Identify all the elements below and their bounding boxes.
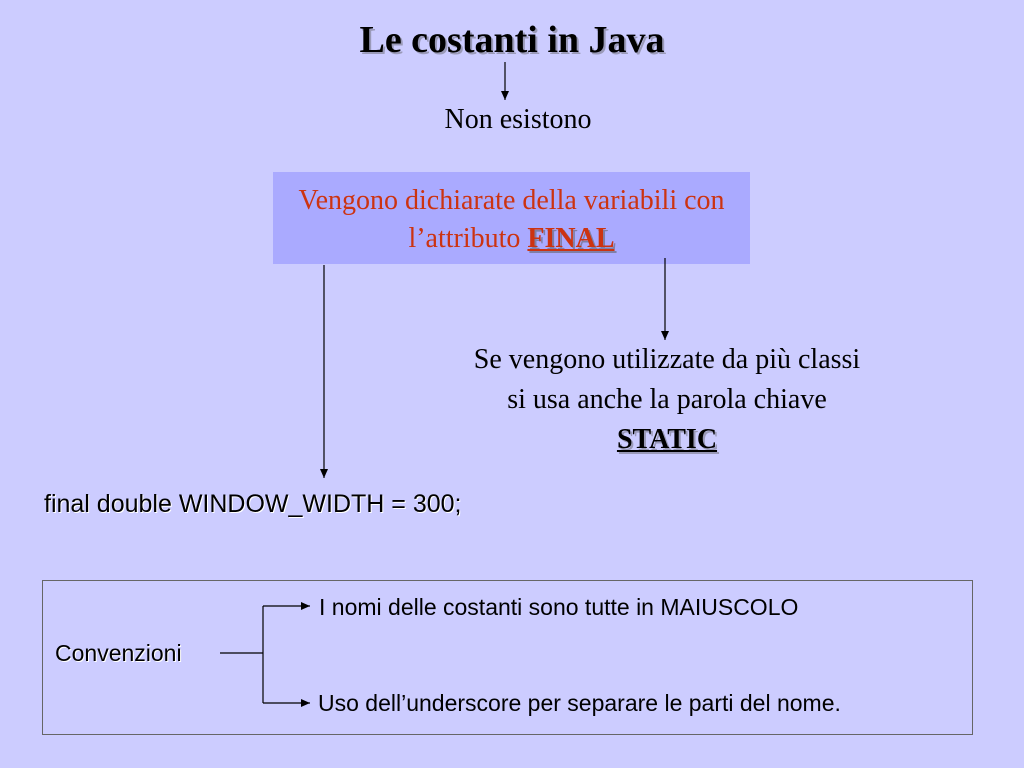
final-keyword: FINAL (527, 223, 615, 254)
code-example: final double WINDOW_WIDTH = 300; (44, 490, 462, 518)
static-description-text: Se vengono utilizzate da più classi si usa anche la parola chiave (473, 344, 861, 415)
final-description-text: Vengono dichiarate della variabili con l’attributo (298, 185, 725, 254)
slide-title: Le costanti in Java (359, 19, 665, 61)
static-keyword: STATIC (616, 424, 718, 455)
conventions-label: Convenzioni (55, 640, 182, 666)
subtitle-non-esistono: Non esistono (444, 104, 592, 135)
convention-rule-underscore: Uso dell’underscore per separare le parti del nome. (318, 690, 841, 716)
convention-rule-uppercase: I nomi delle costanti sono tutte in MAIUSCOLO (319, 594, 799, 620)
